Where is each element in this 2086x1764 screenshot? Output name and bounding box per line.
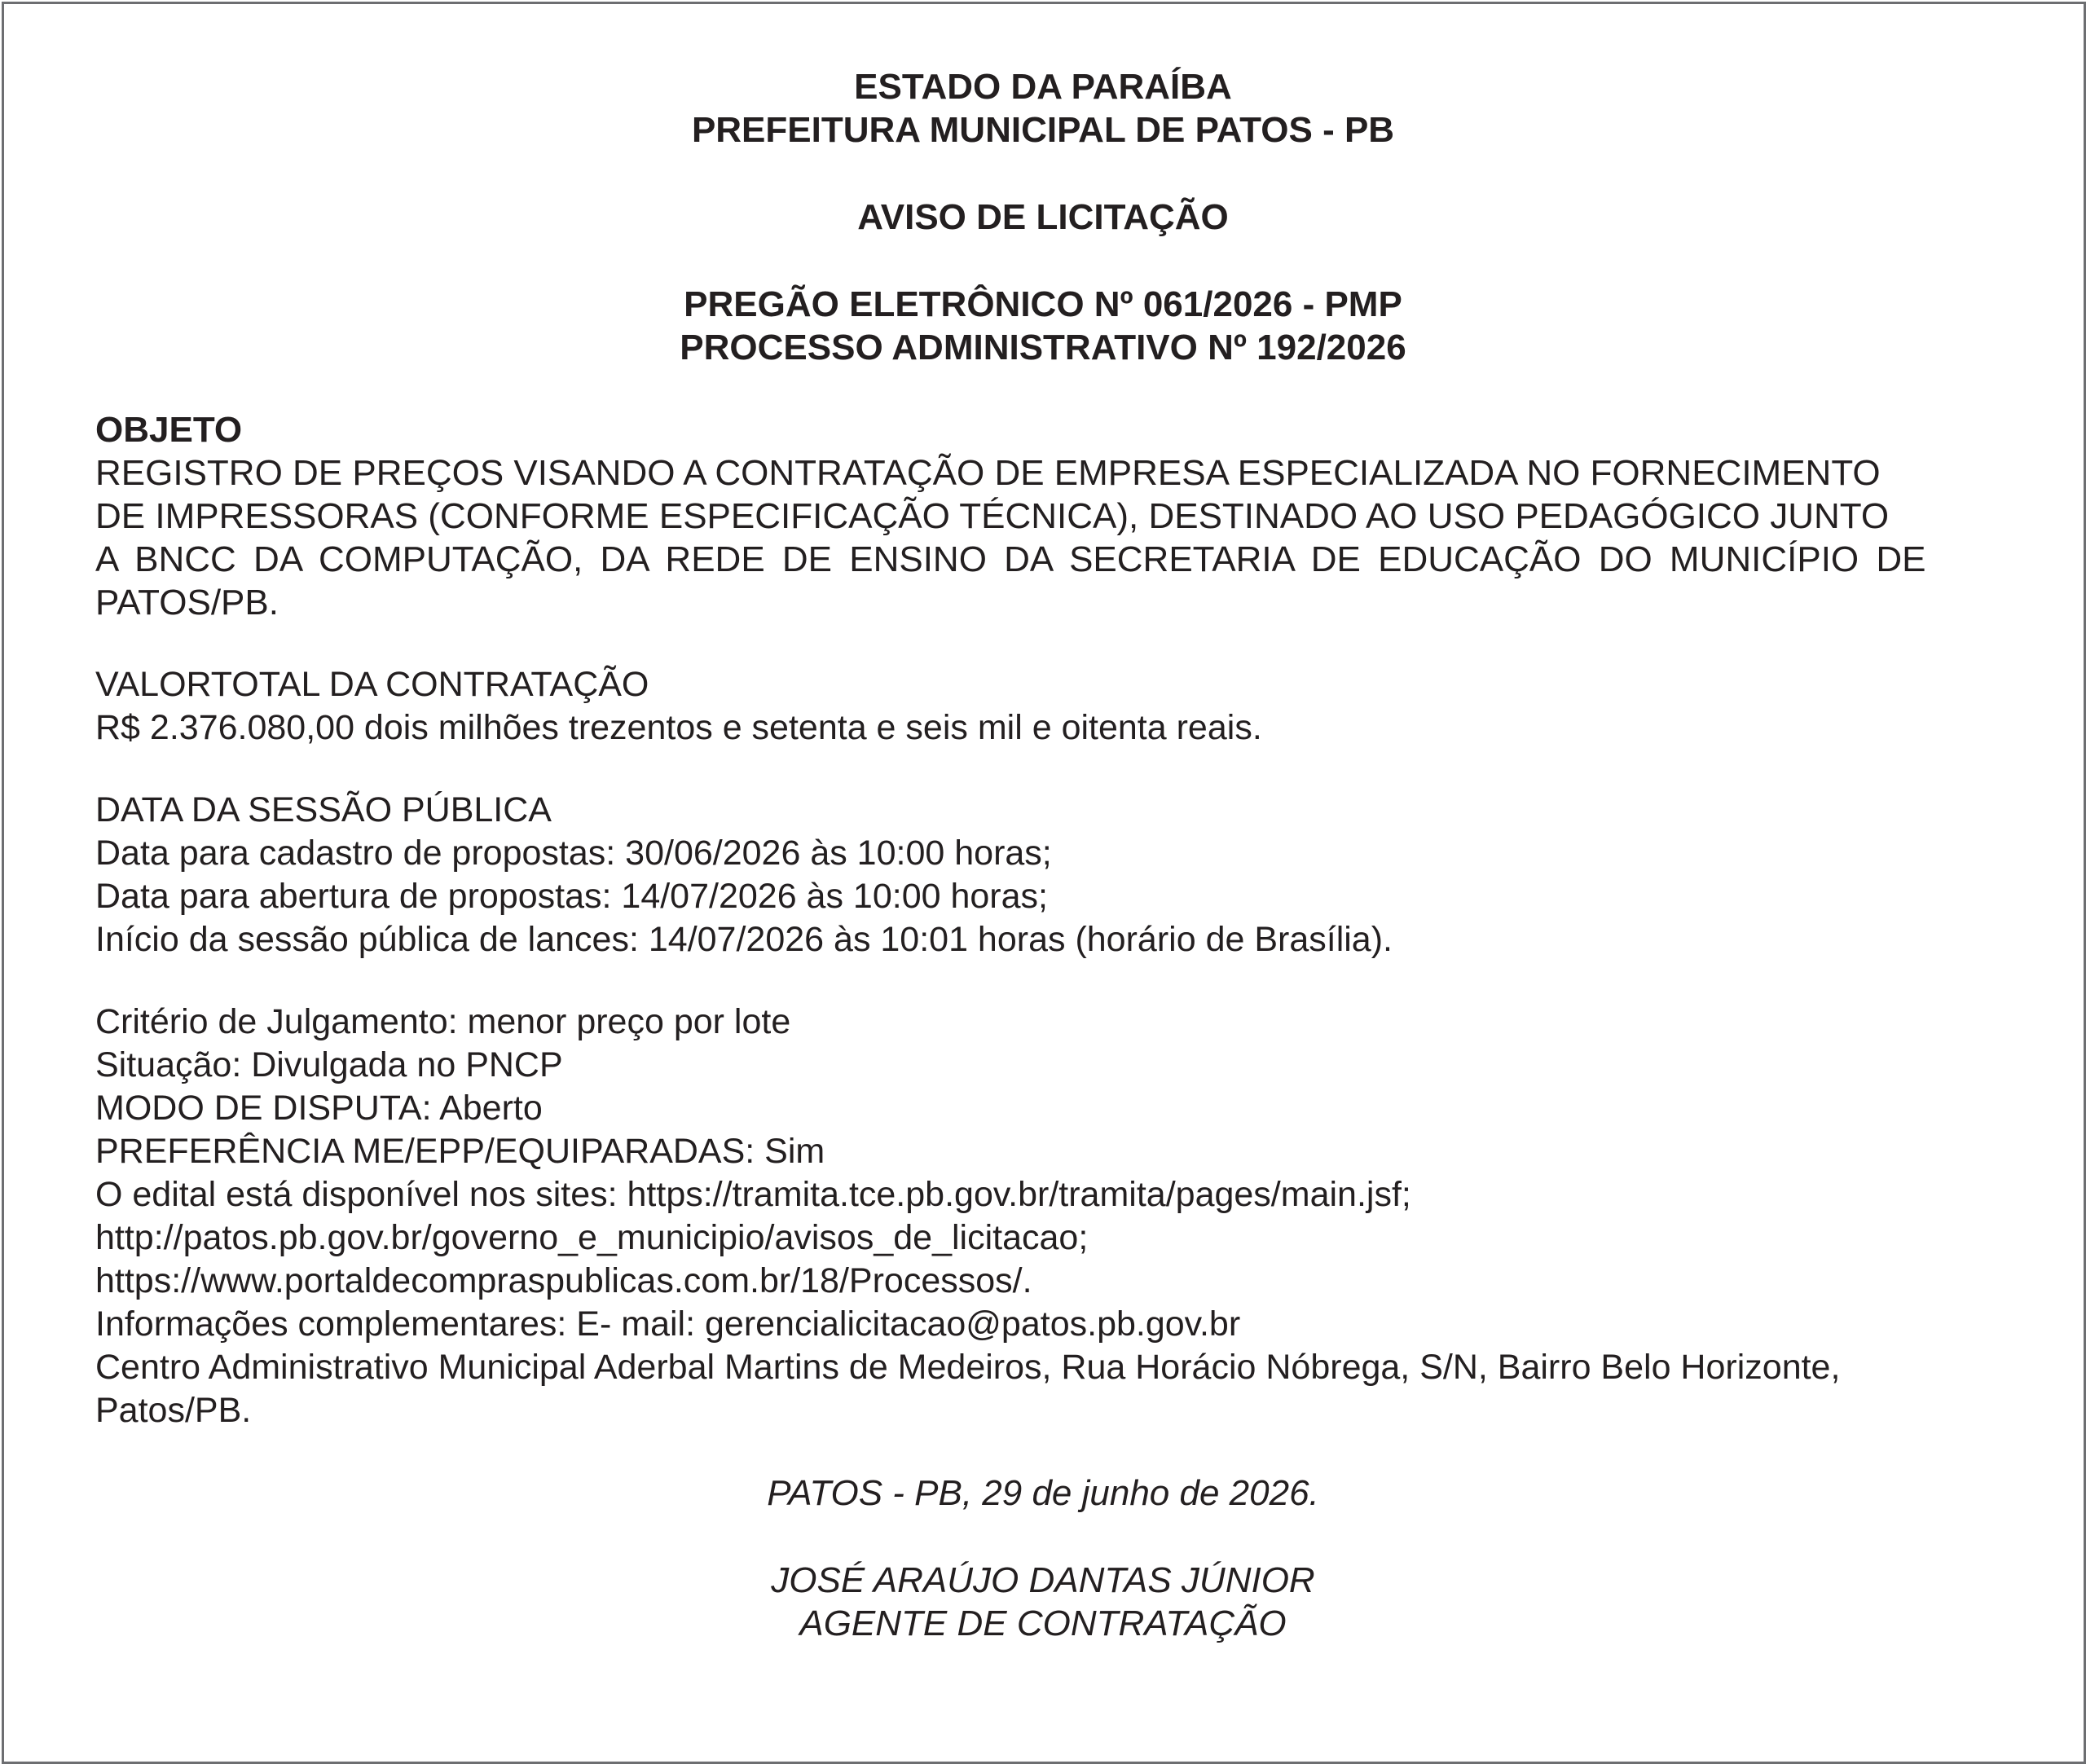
edital-site-2: http://patos.pb.gov.br/governo_e_municipio/avisos_de_licitacao;: [95, 1218, 1089, 1257]
objeto-line-1: REGISTRO DE PREÇOS VISANDO A CONTRATAÇÃO DE EMPRESA ESPECIALIZADA NO FORNECIMENTO: [95, 453, 1881, 493]
processo-number: PROCESSO ADMINISTRATIVO Nº 192/2026: [680, 328, 1406, 367]
place-date: PATOS - PB, 29 de junho de 2026.: [767, 1473, 1319, 1513]
edital-sites: O edital está disponível nos sites: https://tramita.tce.pb.gov.br/tramita/pages/main.jsf;: [95, 1175, 1411, 1214]
sessao-section: [95, 789, 1991, 961]
objeto-line-3: A BNCC DA COMPUTAÇÃO, DA REDE DE ENSINO DA SECRETARIA DE EDUCAÇÃO DO MUNICÍPIO DE: [95, 539, 1926, 579]
pregao-number: PREGÃO ELETRÔNICO Nº 061/2026 - PMP: [684, 284, 1402, 324]
modo-disputa: MODO DE DISPUTA: Aberto: [95, 1089, 543, 1128]
sessao-cadastro: Data para cadastro de propostas: 30/06/2026 às 10:00 horas;: [95, 834, 1052, 873]
notice-title: AVISO DE LICITAÇÃO: [857, 197, 1229, 237]
notice-body: [95, 65, 1991, 1645]
valor-heading: VALORTOTAL DA CONTRATAÇÃO: [95, 665, 649, 704]
signer-name: JOSÉ ARAÚJO DANTAS JÚNIOR: [771, 1560, 1315, 1600]
objeto-heading: OBJETO: [95, 410, 243, 450]
objeto-line-4: PATOS/PB.: [95, 583, 279, 622]
notice-footer: [95, 1471, 1991, 1645]
preferencia: PREFERÊNCIA ME/EPP/EQUIPARADAS: Sim: [95, 1132, 825, 1171]
address-line-2: Patos/PB.: [95, 1391, 252, 1430]
criterio-julgamento: Critério de Julgamento: menor preço por lote: [95, 1002, 791, 1041]
notice-header: [95, 65, 1991, 369]
municipality-heading: PREFEITURA MUNICIPAL DE PATOS - PB: [691, 110, 1395, 150]
situacao: Situação: Divulgada no PNCP: [95, 1045, 563, 1084]
sessao-heading: DATA DA SESSÃO PÚBLICA: [95, 790, 552, 829]
info-section: [95, 1001, 1991, 1432]
objeto-line-2: DE IMPRESSORAS (CONFORME ESPECIFICAÇÃO TÉCNICA), DESTINADO AO USO PEDAGÓGICO JUNTO: [95, 496, 1890, 536]
address-line-1: Centro Administrativo Municipal Aderbal Martins de Medeiros, Rua Horácio Nóbrega, S/N, Bairro Belo Horizonte,: [95, 1348, 1841, 1387]
sessao-abertura: Data para abertura de propostas: 14/07/2026 às 10:00 horas;: [95, 877, 1048, 916]
objeto-section: [95, 408, 1991, 624]
valor-text: R$ 2.376.080,00 dois milhões trezentos e setenta e seis mil e oitenta reais.: [95, 708, 1262, 747]
valor-section: [95, 663, 1991, 750]
edital-site-3: https://www.portaldecompraspublicas.com.br/18/Processos/.: [95, 1261, 1032, 1300]
sessao-inicio: Início da sessão pública de lances: 14/07/2026 às 10:01 horas (horário de Brasília).: [95, 920, 1393, 959]
email-info: Informações complementares: E- mail: gerencialicitacao@patos.pb.gov.br: [95, 1304, 1241, 1344]
signer-role: AGENTE DE CONTRATAÇÃO: [799, 1603, 1287, 1643]
state-heading: ESTADO DA PARAÍBA: [854, 67, 1232, 107]
